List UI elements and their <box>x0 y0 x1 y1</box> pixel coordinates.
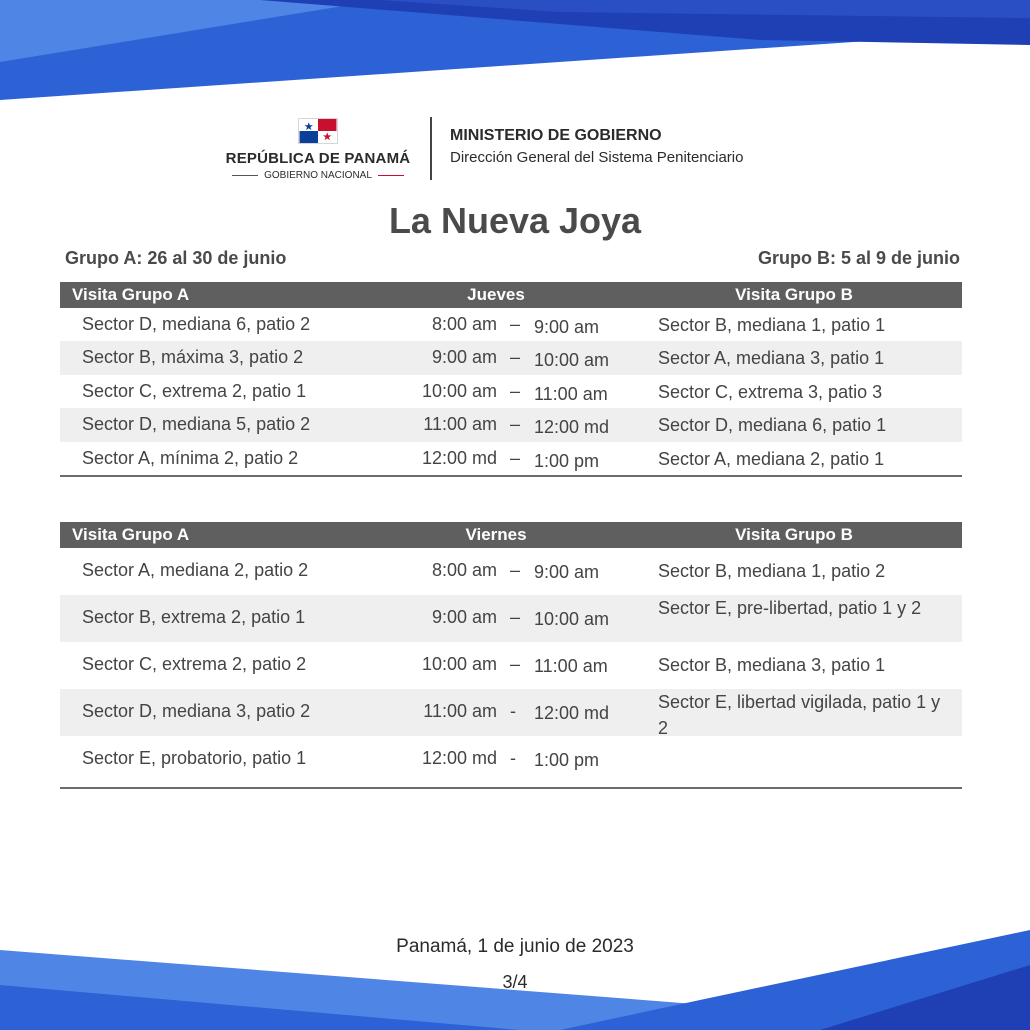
cell-start: 11:00 am <box>423 701 497 721</box>
page-title: La Nueva Joya <box>388 200 642 241</box>
cell-sep: – <box>510 314 521 334</box>
table-row <box>60 375 962 408</box>
header-group-b: Visita Grupo B <box>735 525 853 544</box>
cell-sep: - <box>510 701 516 721</box>
cell-group-b: Sector B, mediana 1, patio 1 <box>658 315 886 335</box>
page-number: 3/4 <box>502 972 528 992</box>
cell-group-a: Sector D, mediana 6, patio 2 <box>82 314 311 334</box>
cell-group-a: Sector E, probatorio, patio 1 <box>82 748 307 768</box>
table-row <box>60 548 962 595</box>
header-day: Viernes <box>465 525 527 544</box>
cell-sep: – <box>510 447 521 468</box>
cell-group-b: Sector E, pre-libertad, patio 1 y 2 <box>658 598 922 618</box>
panama-flag-icon <box>298 118 338 144</box>
cell-sep: – <box>510 654 521 674</box>
cell-start: 8:00 am <box>431 560 497 580</box>
table-row <box>60 736 962 783</box>
cell-sep: – <box>510 380 521 401</box>
table-row <box>60 341 962 374</box>
cell-group-a: Sector B, extrema 2, patio 1 <box>82 607 306 627</box>
cell-group-a: Sector C, extrema 2, patio 2 <box>82 654 307 674</box>
top-decorative-band <box>0 0 1030 110</box>
cell-group-b: Sector B, mediana 1, patio 2 <box>658 561 886 581</box>
cell-start: 9:00 am <box>431 347 497 368</box>
header-group-a: Visita Grupo A <box>72 525 190 544</box>
cell-group-b: Sector B, mediana 3, patio 1 <box>658 655 886 675</box>
cell-end: 10:00 am <box>534 609 610 629</box>
header-day: Jueves <box>467 285 525 304</box>
cell-group-b: Sector C, extrema 3, patio 3 <box>658 381 883 402</box>
table-row <box>60 642 962 689</box>
cell-start: 12:00 md <box>421 447 497 468</box>
cell-group-b: Sector A, mediana 2, patio 1 <box>658 448 885 469</box>
cell-end: 1:00 pm <box>534 450 600 471</box>
cell-start: 11:00 am <box>423 414 497 435</box>
cell-end: 9:00 am <box>534 317 600 337</box>
header-divider <box>430 117 432 180</box>
ministry-name: MINISTERIO DE GOBIERNO <box>450 127 662 144</box>
cell-end: 1:00 pm <box>534 750 600 770</box>
table-row <box>60 689 962 736</box>
page-header <box>0 112 1030 192</box>
bottom-decorative-band <box>0 930 1030 1030</box>
republic-name: REPÚBLICA DE PANAMÁ <box>225 150 411 167</box>
cell-sep: – <box>510 607 521 627</box>
cell-end: 12:00 md <box>534 417 610 438</box>
table-header <box>60 522 962 548</box>
cell-end: 10:00 am <box>534 350 610 371</box>
cell-group-a: Sector A, mínima 2, patio 2 <box>82 447 299 468</box>
table-row <box>60 408 962 441</box>
table-row <box>60 595 962 642</box>
right-rule <box>378 175 404 176</box>
cell-group-a: Sector D, mediana 3, patio 2 <box>82 701 311 721</box>
table-row <box>60 308 962 341</box>
schedule-table-friday <box>60 522 962 789</box>
cell-start: 8:00 am <box>431 314 497 334</box>
left-rule <box>232 175 258 176</box>
group-b-dates: Grupo B: 5 al 9 de junio <box>757 248 960 268</box>
cell-end: 9:00 am <box>534 562 600 582</box>
cell-end: 12:00 md <box>534 703 610 723</box>
government-name: GOBIERNO NACIONAL <box>264 170 372 181</box>
footer-date: Panamá, 1 de junio de 2023 <box>396 936 634 957</box>
table-row <box>60 442 962 475</box>
cell-group-b: Sector A, mediana 3, patio 1 <box>658 348 885 369</box>
table-header <box>60 282 962 308</box>
header-group-b: Visita Grupo B <box>735 285 853 304</box>
cell-group-a: Sector A, mediana 2, patio 2 <box>82 560 309 580</box>
cell-sep: – <box>510 414 521 435</box>
cell-group-b: Sector E, libertad vigilada, patio 1 y 2 <box>658 692 941 738</box>
cell-start: 10:00 am <box>421 380 497 401</box>
cell-start: 9:00 am <box>431 607 497 627</box>
cell-sep: - <box>510 748 516 768</box>
cell-group-a: Sector D, mediana 5, patio 2 <box>82 414 311 435</box>
header-group-a: Visita Grupo A <box>72 285 190 304</box>
cell-group-a: Sector C, extrema 2, patio 1 <box>82 380 307 401</box>
directorate-name: Dirección General del Sistema Penitenciario <box>450 149 744 166</box>
cell-start: 10:00 am <box>421 654 497 674</box>
table-bottom-rule <box>60 787 962 789</box>
government-line <box>232 170 404 181</box>
cell-end: 11:00 am <box>534 656 608 676</box>
cell-group-a: Sector B, máxima 3, patio 2 <box>82 347 304 368</box>
cell-sep: – <box>510 560 521 580</box>
group-a-dates: Grupo A: 26 al 30 de junio <box>65 248 287 268</box>
cell-end: 11:00 am <box>534 383 608 404</box>
cell-group-b: Sector D, mediana 6, patio 1 <box>658 415 887 436</box>
cell-sep: – <box>510 347 521 368</box>
schedule-table-thursday <box>60 282 962 477</box>
cell-start: 12:00 md <box>421 748 497 768</box>
table-bottom-rule <box>60 475 962 477</box>
